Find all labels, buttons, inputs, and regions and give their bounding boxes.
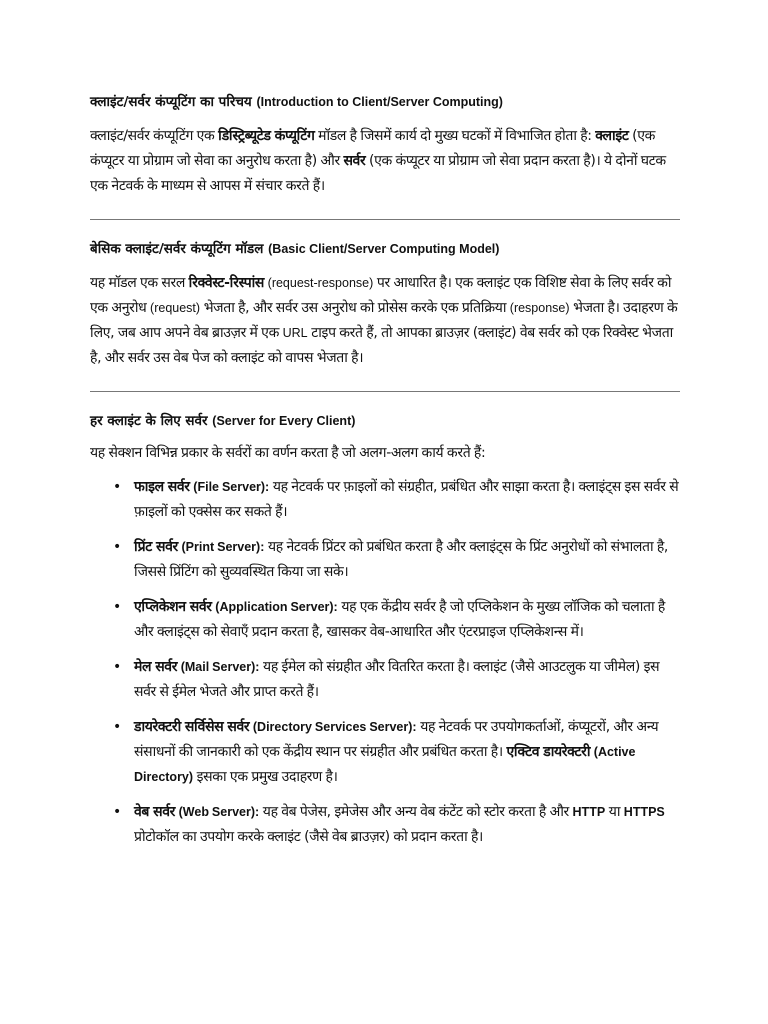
text-run: या xyxy=(608,804,621,820)
list-item-text xyxy=(134,655,680,705)
heading-hindi: हर क्लाइंट के लिए सर्वर xyxy=(90,413,208,429)
example-term-english: (Active Directory) xyxy=(134,745,636,784)
bullet-icon: • xyxy=(113,804,122,820)
server-types-list xyxy=(90,475,680,850)
list-item-text xyxy=(134,535,680,585)
server-name-english: (Print Server): xyxy=(181,540,265,554)
bold-term: क्लाइंट xyxy=(595,128,629,144)
server-description: यह वेब पेजेस, इमेजेस और अन्य वेब कंटेंट को स्टोर करता है और xyxy=(262,804,569,820)
bullet-icon: • xyxy=(113,479,122,495)
server-name: फाइल सर्वर xyxy=(134,479,190,495)
bullet-icon: • xyxy=(113,599,122,615)
section-heading-intro xyxy=(90,92,680,112)
server-description: यह नेटवर्क पर उपयोगकर्ताओं, कंप्यूटरों, और अन्य संसाधनों की जानकारी को एक केंद्रीय स्थान पर संग्रहीत और प्रबंधित करता है। xyxy=(134,719,659,760)
list-item-text xyxy=(134,475,680,525)
example-description: इसका एक प्रमुख उदाहरण है। xyxy=(196,769,338,785)
server-name: एप्लिकेशन सर्वर xyxy=(134,599,212,615)
list-item-text xyxy=(134,715,680,790)
heading-english: (Introduction to Client/Server Computing) xyxy=(256,95,503,109)
heading-hindi: क्लाइंट/सर्वर कंप्यूटिंग का परिचय xyxy=(90,94,252,110)
server-name-english: (File Server): xyxy=(193,480,270,494)
list-item-file-server xyxy=(90,475,680,525)
basic-model-paragraph xyxy=(90,271,680,371)
section-divider xyxy=(90,219,680,220)
server-description: यह नेटवर्क पर फ़ाइलों को संग्रहीत, प्रबंधित और साझा करता है। क्लाइंट्स इस सर्वर से फ़ाइलों को एक्सेस कर सकते हैं। xyxy=(134,479,679,520)
heading-english: (Basic Client/Server Computing Model) xyxy=(268,242,500,256)
server-description: यह नेटवर्क प्रिंटर को प्रबंधित करता है और क्लाइंट्स के प्रिंट अनुरोधों को संभालता है, जिससे प्रिंटिंग को सुव्यवस्थित किया जा सके। xyxy=(134,539,669,580)
heading-english: (Server for Every Client) xyxy=(212,414,356,428)
text-run: पर आधारित है। एक क्लाइंट एक विशिष्ट सेवा के लिए सर्वर को एक अनुरोध xyxy=(90,275,672,316)
list-item-print-server xyxy=(90,535,680,585)
section-heading-servers xyxy=(90,411,680,431)
text-run: भेजता है। उदाहरण के लिए, जब आप अपने वेब ब्राउज़र में एक xyxy=(90,300,678,341)
heading-hindi: बेसिक क्लाइंट/सर्वर कंप्यूटिंग मॉडल xyxy=(90,241,264,257)
protocol-term: HTTPS xyxy=(623,805,665,819)
text-run: क्लाइंट/सर्वर कंप्यूटिंग एक xyxy=(90,128,215,144)
bold-term: रिक्वेस्ट-रिस्पांस xyxy=(188,275,265,291)
text-run: भेजता है, और सर्वर उस अनुरोध को प्रोसेस करके एक प्रतिक्रिया xyxy=(203,300,507,316)
text-run: टाइप करते हैं, तो आपका ब्राउज़र (क्लाइंट) वेब सर्वर को एक रिक्वेस्ट भेजता है, और सर्वर उस वेब पेज को क्लाइंट को वापस भेजता है। xyxy=(90,325,673,366)
server-name: वेब सर्वर xyxy=(134,804,176,820)
section-divider xyxy=(90,391,680,392)
list-item-mail-server xyxy=(90,655,680,705)
server-description: प्रोटोकॉल का उपयोग करके क्लाइंट (जैसे वेब ब्राउज़र) को प्रदान करता है। xyxy=(134,829,483,845)
server-name-english: (Web Server): xyxy=(178,805,260,819)
server-name: मेल सर्वर xyxy=(134,659,178,675)
bullet-icon: • xyxy=(113,539,122,555)
list-item-text xyxy=(134,595,680,645)
english-term: (request-response) xyxy=(267,276,374,290)
english-term: URL xyxy=(282,326,308,340)
bold-term: सर्वर xyxy=(343,153,366,169)
example-term: एक्टिव डायरेक्टरी xyxy=(506,744,591,760)
list-item-application-server xyxy=(90,595,680,645)
bold-term: डिस्ट्रिब्यूटेड कंप्यूटिंग xyxy=(218,128,315,144)
server-description: यह एक केंद्रीय सर्वर है जो एप्लिकेशन के मुख्य लॉजिक को चलाता है और क्लाइंट्स को सेवाएँ प्रदान करता है, खासकर वेब-आधारित और एंटरप्राइज एप्लिकेशन्स में। xyxy=(134,599,665,640)
english-term: (request) xyxy=(150,301,201,315)
server-name-english: (Application Server): xyxy=(215,600,338,614)
text-run: यह मॉडल एक सरल xyxy=(90,275,186,291)
bullet-icon: • xyxy=(113,659,122,675)
list-item-directory-services-server xyxy=(90,715,680,790)
server-name: डायरेक्टरी सर्विसेस सर्वर xyxy=(134,719,250,735)
server-name: प्रिंट सर्वर xyxy=(134,539,178,555)
bullet-icon: • xyxy=(113,719,122,735)
text-run: (एक कंप्यूटर या प्रोग्राम जो सेवा का अनुरोध करता है) और xyxy=(90,128,656,169)
protocol-term: HTTP xyxy=(572,805,606,819)
server-name-english: (Directory Services Server): xyxy=(252,720,417,734)
server-name-english: (Mail Server): xyxy=(180,660,260,674)
server-description: यह ईमेल को संग्रहीत और वितरित करता है। क्लाइंट (जैसे आउटलुक या जीमेल) इस सर्वर से ईमेल भेजते और प्राप्त करते हैं। xyxy=(134,659,660,700)
intro-paragraph xyxy=(90,124,680,199)
text-run: मॉडल है जिसमें कार्य दो मुख्य घटकों में विभाजित होता है: xyxy=(318,128,592,144)
list-item-text xyxy=(134,800,680,850)
servers-intro: यह सेक्शन विभिन्न प्रकार के सर्वरों का वर्णन करता है जो अलग-अलग कार्य करते हैं: xyxy=(90,445,486,461)
english-term: (response) xyxy=(509,301,570,315)
section-heading-basic-model xyxy=(90,239,680,259)
text-run: (एक कंप्यूटर या प्रोग्राम जो सेवा प्रदान करता है)। ये दोनों घटक एक नेटवर्क के माध्यम से आपस में संचार करते हैं। xyxy=(90,153,666,194)
list-item-web-server xyxy=(90,800,680,850)
document-content xyxy=(90,92,680,860)
